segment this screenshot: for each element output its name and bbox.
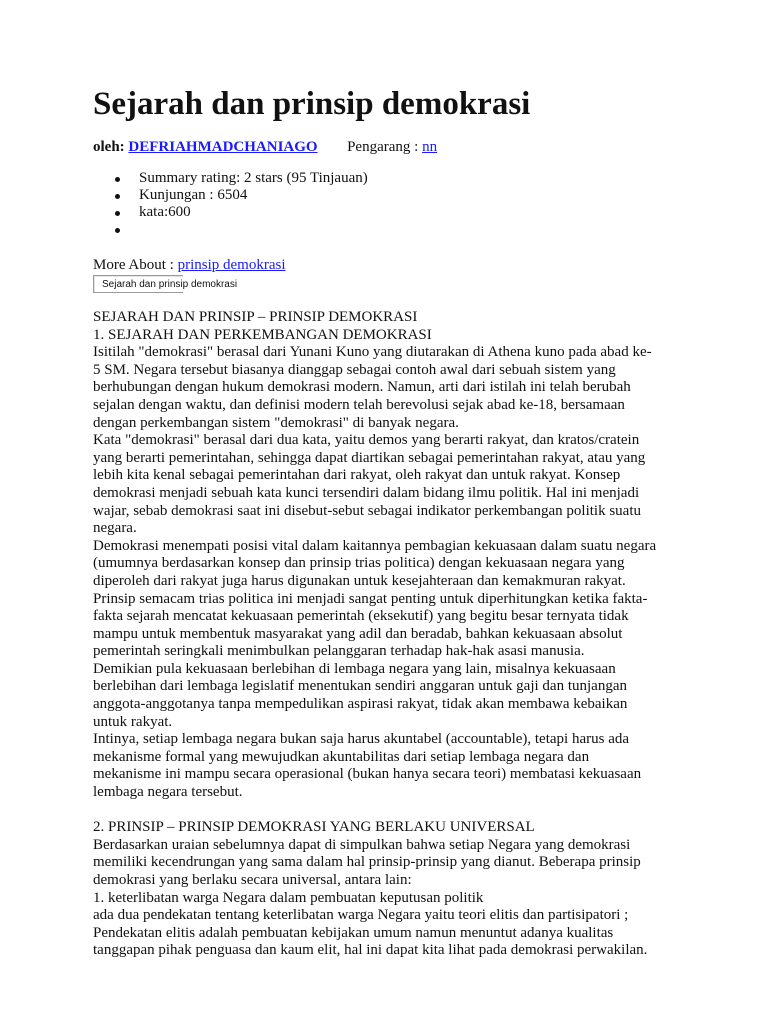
body-line: yang berarti pemerintahan, sehingga dapat diartikan sebagai pemerintahan rakyat, atau yang (93, 449, 646, 466)
body-line: SEJARAH DAN PRINSIP – PRINSIP DEMOKRASI (93, 309, 418, 325)
body-line: Kata "demokrasi" berasal dari dua kata, yaitu demos yang berarti rakyat, dan kratos/cratein (93, 432, 640, 449)
byline (93, 137, 437, 157)
pengarang-link[interactable]: nn (422, 139, 438, 155)
body-line: 1. SEJARAH DAN PERKEMBANGAN DEMOKRASI (93, 326, 432, 343)
body-line: (umumnya berdasarkan konsep dan prinsip trias politica) dengan kekuasaan negara yang (93, 555, 625, 572)
meta-item-text: Kunjungan : 6504 (139, 187, 248, 203)
body-line: fakta sejarah mencatat kekuasaan pemerintah (eksekutif) yang begitu besar ternyata tidak (93, 608, 629, 625)
body-line: Berdasarkan uraian sebelumnya dapat di simpulkan bahwa setiap Negara yang demokrasi (93, 836, 631, 853)
bullet-icon (115, 194, 120, 199)
byline-by-label: oleh: (93, 139, 125, 155)
more-about-link[interactable]: prinsip demokrasi (177, 257, 286, 273)
body-line: mekanisme ini mampu secara operasional (bukan hanya secara teori) membatasi kekuasaan (93, 766, 642, 783)
body-line: lebih kita kenal sebagai pemerintahan dari rakyat, oleh rakyat dan untuk rakyat. Konsep (93, 467, 621, 484)
body-line: 1. keterlibatan warga Negara dalam pembuatan keputusan politik (93, 889, 484, 906)
body-line: ada dua pendekatan tentang keterlibatan warga Negara yaitu teori elitis dan partisipatori ; (93, 907, 629, 924)
paragraph-gap (93, 802, 683, 820)
meta-item-words (93, 204, 368, 221)
body-line: Isitilah "demokrasi" berasal dari Yunani Kuno yang diutarakan di Athena kuno pada abad ke- (93, 344, 652, 361)
body-line: demokrasi yang berlaku secara universal, antara lain: (93, 872, 412, 888)
body-line: Prinsip semacam trias politica ini menjadi sangat penting untuk diperhitungkan ketika fakta- (93, 590, 648, 607)
body-line: anggota-anggotanya tanpa mempedulikan aspirasi rakyat, tidak akan membawa kebaikan (93, 696, 628, 713)
meta-item-visits (93, 187, 368, 204)
article-body (93, 309, 683, 960)
body-line: berlebihan dari lembaga legislatif menentukan sendiri anggaran untuk gaji dan tunjangan (93, 678, 627, 695)
body-line: negara. (93, 520, 137, 537)
pengarang-label: Pengarang : (347, 139, 419, 155)
meta-item-text: Summary rating: 2 stars (95 Tinjauan) (139, 170, 368, 186)
body-line: diperoleh dari rakyat juga harus digunakan untuk kesejahteraan dan kemakmuran rakyat. (93, 572, 626, 589)
meta-item-rating (93, 170, 368, 187)
meta-list (93, 170, 368, 238)
body-line: sejalan dengan waktu, dan definisi modern telah berevolusi sejak abad ke-18, bersamaan (93, 396, 625, 413)
body-line: mampu untuk membentuk masyarakat yang adil dan beradab, bahkan kekuasaan absolut (93, 625, 623, 642)
body-line: Pendekatan elitis adalah pembuatan kebijakan umum namun menuntut adanya kualitas (93, 924, 614, 941)
more-about-label: More About : (93, 257, 174, 273)
body-line: mekanisme formal yang mewujudkan akuntabilitas dari setiap lembaga negara dan (93, 748, 590, 765)
body-line: pemerintah seringkali menimbulkan pelanggaran terhadap hak-hak asasi manusia. (93, 643, 585, 660)
body-line: dengan perkembangan sistem "demokrasi" di banyak negara. (93, 414, 459, 431)
body-line: untuk rakyat. (93, 713, 173, 730)
body-line: Intinya, setiap lembaga negara bukan saja harus akuntabel (accountable), tetapi harus ada (93, 731, 630, 748)
body-line: memiliki kecendrungan yang sama dalam hal prinsip-prinsip yang dianut. Beberapa prinsip (93, 854, 641, 871)
body-line: lembaga negara tersebut. (93, 784, 243, 801)
body-line: 5 SM. Negara tersebut biasanya dianggap sebagai contoh awal dari sebuah sistem yang (93, 361, 616, 378)
meta-item-text: kata:600 (139, 204, 191, 220)
body-line: demokrasi menjadi sebuah kata kunci tersendiri dalam bidang ilmu politik. Hal ini menjadi (93, 484, 640, 501)
bullet-icon (115, 211, 120, 216)
body-line: Demokrasi menempati posisi vital dalam kaitannya pembagian kekuasaan dalam suatu negara (93, 537, 657, 554)
bullet-icon (115, 177, 120, 182)
tag-box[interactable]: Sejarah dan prinsip demokrasi (93, 275, 183, 293)
page-title: Sejarah dan prinsip demokrasi (93, 86, 531, 122)
meta-item-empty (93, 221, 368, 238)
body-line: Demikian pula kekuasaan berlebihan di lembaga negara yang lain, misalnya kekuasaan (93, 660, 616, 677)
body-line: berhubungan dengan hukum demokrasi modern. Namun, arti dari istilah ini telah berubah (93, 379, 631, 396)
author-link[interactable]: DEFRIAHMADCHANIAGO (128, 139, 318, 155)
bullet-icon (115, 228, 120, 233)
body-line: 2. PRINSIP – PRINSIP DEMOKRASI YANG BERLAKU UNIVERSAL (93, 819, 535, 836)
body-line: tanggapan pihak penguasa dan kaum elit, hal ini dapat kita lihat pada demokrasi perwakilan. (93, 942, 648, 959)
body-line: wajar, sebab demokrasi saat ini disebut-sebut sebagai indikator perkembangan politik suatu (93, 502, 641, 519)
more-about (93, 255, 286, 275)
